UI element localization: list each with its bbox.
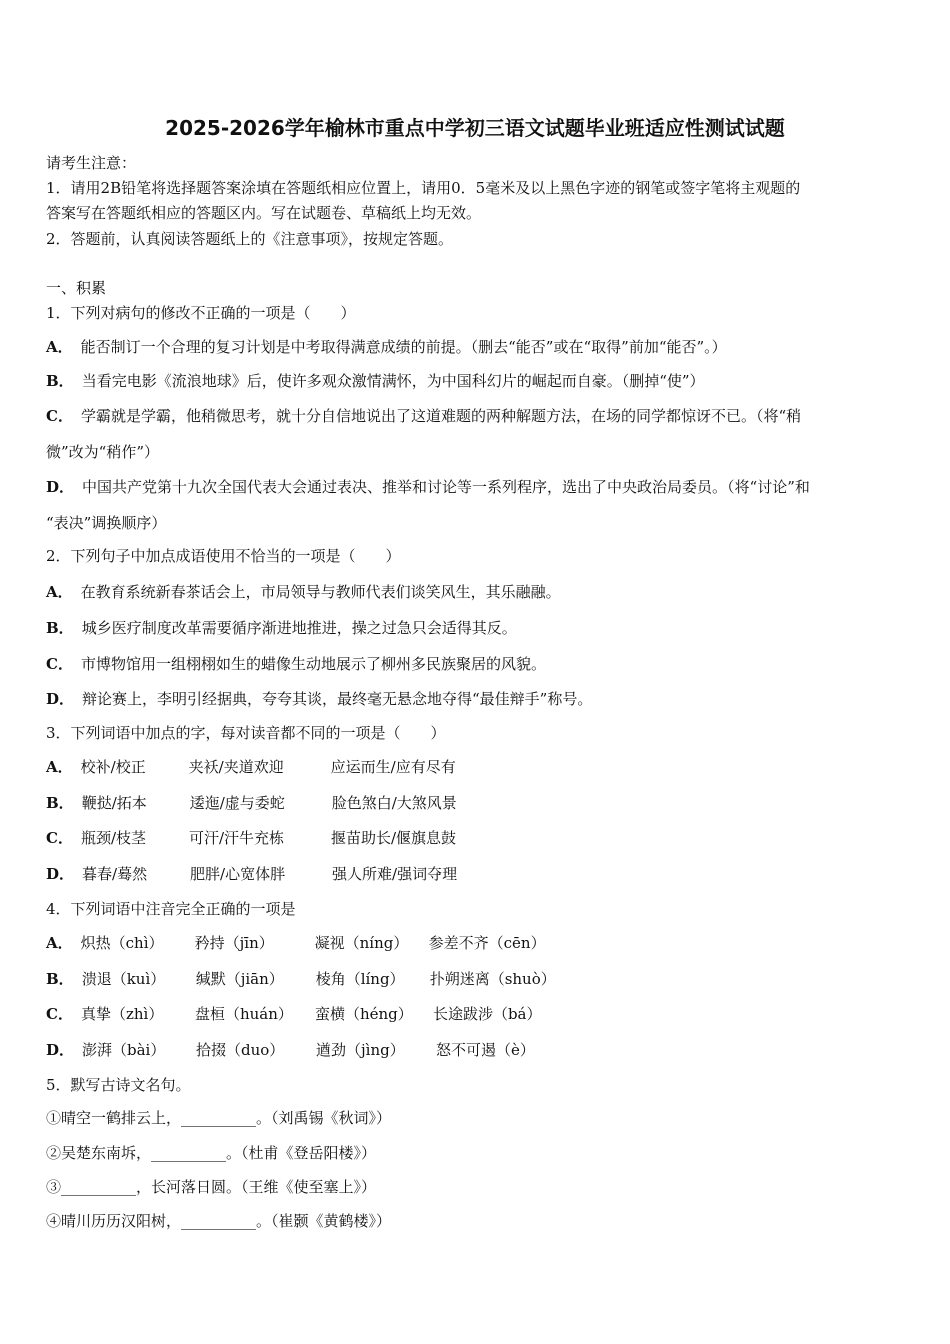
question-5-stem: 5．默写古诗文名句。 (46, 1076, 191, 1094)
pinyin-item: 蛮横（héng） (314, 1005, 413, 1023)
pinyin-item: 扑朔迷离（shuò） (429, 970, 556, 988)
option-text: 能否制订一个合理的复习计划是中考取得满意成绩的前提。（删去“能否”或在“取得”前加“能否”。） (80, 338, 727, 356)
question-1-stem: 1．下列对病句的修改不正确的一项是（ ） (46, 304, 356, 322)
word-pair: 肥胖/心宽体胖 (190, 865, 286, 883)
question-2-stem: 2．下列句子中加点成语使用不恰当的一项是（ ） (46, 547, 401, 565)
pinyin-item: 矜持（jīn） (194, 934, 274, 952)
question-4-option-c (46, 1003, 542, 1024)
pinyin-item: 长途跋涉（bá） (432, 1005, 542, 1023)
question-4-option-a (46, 932, 546, 953)
pinyin-item: 参差不齐（cēn） (428, 934, 546, 952)
option-letter: B． (46, 970, 74, 988)
question-1-option-c-cont: 微”改为“稍作”） (46, 443, 160, 461)
question-3-option-b (46, 792, 457, 813)
pinyin-item: 棱角（líng） (315, 970, 405, 988)
word-pair: 暮春/蓦然 (82, 865, 148, 883)
pinyin-item: 缄默（jiān） (195, 970, 284, 988)
question-1-option-d (46, 476, 810, 497)
notice-item-2: 2．答题前，认真阅读答题纸上的《注意事项》，按规定答题。 (46, 230, 454, 248)
option-letter: D． (46, 690, 75, 708)
option-text: 学霸就是学霸，他稍微思考，就十分自信地说出了这道难题的两种解题方法，在场的同学都惊讶不已。（将“稍 (80, 407, 802, 425)
page-title: 2025-2026学年榆林市重点中学初三语文试题毕业班适应性测试试题 (165, 116, 785, 140)
word-pair: 强人所难/强词夺理 (332, 865, 458, 883)
pinyin-item: 炽热（chì） (80, 934, 164, 952)
notice-item-1-cont: 答案写在答题纸相应的答题区内。写在试题卷、草稿纸上均无效。 (46, 204, 482, 222)
option-letter: D． (46, 478, 75, 496)
option-letter: B． (46, 794, 74, 812)
poem-line-2: ②吴楚东南坼，__________。（杜甫《登岳阳楼》） (46, 1144, 377, 1162)
option-letter: C． (46, 407, 73, 425)
notice-heading: 请考生注意： (46, 154, 137, 172)
question-1-option-c (46, 405, 801, 426)
notice-item-1: 1．请用2B铅笔将选择题答案涂填在答题纸相应位置上，请用0．5毫米及以上黑色字迹的钢笔或签字笔将主观题的 (46, 179, 801, 197)
word-pair: 脸色煞白/大煞风景 (331, 794, 457, 812)
word-pair: 校补/校正 (80, 758, 146, 776)
question-2-option-c (46, 653, 546, 674)
word-pair: 夹袄/夹道欢迎 (188, 758, 284, 776)
option-letter: A． (46, 338, 73, 356)
pinyin-item: 拾掇（duo） (196, 1041, 285, 1059)
option-letter: A． (46, 758, 73, 776)
option-letter: A． (46, 583, 73, 601)
question-3-option-d (46, 863, 457, 884)
option-text: 城乡医疗制度改革需要循序渐进地推进，操之过急只会适得其反。 (81, 619, 517, 637)
option-text: 市博物馆用一组栩栩如生的蜡像生动地展示了柳州多民族聚居的风貌。 (80, 655, 546, 673)
question-3-stem: 3．下列词语中加点的字，每对读音都不同的一项是（ ） (46, 724, 446, 742)
question-4-option-d (46, 1039, 535, 1060)
option-text: 中国共产党第十九次全国代表大会通过表决、推举和讨论等一系列程序，选出了中央政治局委员。（将“讨论”和 (82, 478, 810, 496)
question-1-option-b (46, 370, 705, 391)
option-letter: D． (46, 865, 75, 883)
poem-line-1: ①晴空一鹤排云上，__________。（刘禹锡《秋词》） (46, 1109, 392, 1127)
option-letter: B． (46, 619, 74, 637)
word-pair: 鞭挞/拓本 (81, 794, 147, 812)
word-pair: 逶迤/虚与委蛇 (189, 794, 285, 812)
word-pair: 应运而生/应有尽有 (330, 758, 456, 776)
question-3-option-c (46, 827, 456, 848)
option-text: 辩论赛上，李明引经据典，夸夸其谈，最终毫无悬念地夺得“最佳辩手”称号。 (82, 690, 593, 708)
option-letter: A． (46, 934, 73, 952)
pinyin-item: 澎湃（bài） (82, 1041, 166, 1059)
option-letter: D． (46, 1041, 75, 1059)
section-heading: 一、积累 (46, 279, 107, 297)
pinyin-item: 凝视（níng） (314, 934, 409, 952)
word-pair: 瓶颈/枝茎 (80, 829, 147, 847)
option-text: 当看完电影《流浪地球》后，使许多观众激情满怀，为中国科幻片的崛起而自豪。（删掉“使”） (81, 372, 705, 390)
word-pair: 可汗/汗牛充栋 (188, 829, 285, 847)
question-2-option-a (46, 581, 561, 602)
pinyin-item: 怒不可遏（è） (436, 1041, 535, 1059)
question-2-option-b (46, 617, 517, 638)
question-2-option-d (46, 688, 592, 709)
option-letter: C． (46, 1005, 73, 1023)
option-letter: C． (46, 829, 73, 847)
option-letter: C． (46, 655, 73, 673)
question-3-option-a (46, 756, 456, 777)
pinyin-item: 遒劲（jìng） (316, 1041, 405, 1059)
poem-line-4: ④晴川历历汉阳树，__________。（崔颢《黄鹤楼》） (46, 1212, 392, 1230)
question-4-option-b (46, 968, 556, 989)
poem-line-3: ③__________，长河落日圆。（王维《使至塞上》） (46, 1178, 377, 1196)
question-1-option-d-cont: “表决”调换顺序） (46, 514, 167, 532)
word-pair: 揠苗助长/偃旗息鼓 (330, 829, 457, 847)
option-text: 在教育系统新春茶话会上，市局领导与教师代表们谈笑风生，其乐融融。 (80, 583, 561, 601)
question-4-stem: 4．下列词语中注音完全正确的一项是 (46, 900, 296, 918)
pinyin-item: 真挚（zhì） (80, 1005, 164, 1023)
question-1-option-a (46, 336, 727, 357)
pinyin-item: 盘桓（huán） (194, 1005, 293, 1023)
pinyin-item: 溃退（kuì） (81, 970, 166, 988)
option-letter: B． (46, 372, 74, 390)
